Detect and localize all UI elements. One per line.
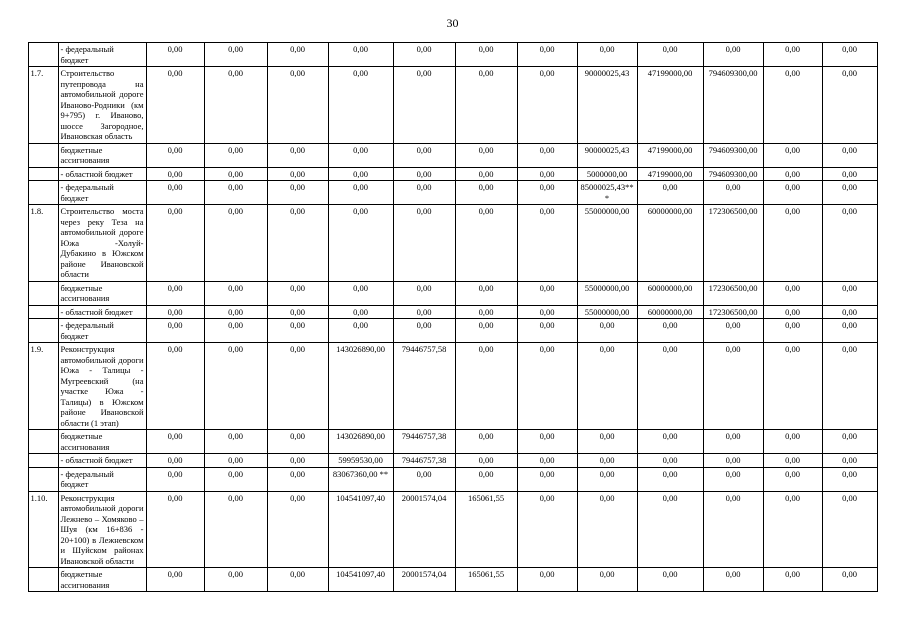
- value-cell: 79446757,38: [393, 430, 455, 454]
- value-cell: 0,00: [455, 319, 517, 343]
- table-row: [28, 319, 877, 343]
- value-cell: 0,00: [763, 454, 822, 468]
- row-number: [28, 467, 58, 491]
- value-cell: 0,00: [577, 491, 637, 568]
- value-cell: 0,00: [204, 430, 267, 454]
- value-cell: 0,00: [146, 167, 204, 181]
- value-cell: 55000000,00: [577, 305, 637, 319]
- value-cell: 794609300,00: [703, 143, 763, 167]
- row-number: 1.10.: [28, 491, 58, 568]
- value-cell: 0,00: [393, 205, 455, 282]
- value-cell: 0,00: [204, 43, 267, 67]
- value-cell: 0,00: [822, 467, 877, 491]
- value-cell: 0,00: [455, 205, 517, 282]
- value-cell: 0,00: [267, 167, 328, 181]
- value-cell: 0,00: [267, 281, 328, 305]
- value-cell: 0,00: [146, 43, 204, 67]
- value-cell: 0,00: [204, 205, 267, 282]
- value-cell: 20001574,04: [393, 491, 455, 568]
- value-cell: 0,00: [267, 430, 328, 454]
- value-cell: 60000000,00: [637, 205, 703, 282]
- value-cell: 0,00: [267, 454, 328, 468]
- value-cell: 0,00: [146, 305, 204, 319]
- value-cell: 0,00: [204, 67, 267, 144]
- row-description: - областной бюджет: [58, 167, 146, 181]
- row-number: [28, 454, 58, 468]
- value-cell: 47199000,00: [637, 167, 703, 181]
- value-cell: 0,00: [517, 319, 577, 343]
- value-cell: 0,00: [822, 491, 877, 568]
- value-cell: 143026890,00: [328, 430, 393, 454]
- row-description: - федеральный бюджет: [58, 319, 146, 343]
- value-cell: 0,00: [328, 281, 393, 305]
- value-cell: 60000000,00: [637, 281, 703, 305]
- row-description: - федеральный бюджет: [58, 467, 146, 491]
- value-cell: 0,00: [763, 305, 822, 319]
- row-description: Строительство моста через реку Теза на автомобильной дороге Южа -Холуй-Дубакино в Южском районе Ивановской области: [58, 205, 146, 282]
- value-cell: 0,00: [822, 319, 877, 343]
- value-cell: 172306500,00: [703, 205, 763, 282]
- row-description: Реконструкция автомобильной дороги Южа - Талицы - Мугреевский (на участке Южа - Талицы) в Южском районе Ивановской области (1 этап): [58, 343, 146, 430]
- value-cell: 104541097,40: [328, 568, 393, 592]
- value-cell: 60000000,00: [637, 305, 703, 319]
- value-cell: 0,00: [822, 568, 877, 592]
- value-cell: 0,00: [455, 454, 517, 468]
- value-cell: 0,00: [455, 143, 517, 167]
- value-cell: 0,00: [517, 568, 577, 592]
- value-cell: 0,00: [822, 454, 877, 468]
- value-cell: 0,00: [267, 43, 328, 67]
- value-cell: 0,00: [517, 467, 577, 491]
- value-cell: 0,00: [637, 491, 703, 568]
- value-cell: 0,00: [637, 319, 703, 343]
- page-number: 30: [446, 16, 459, 30]
- value-cell: 0,00: [267, 181, 328, 205]
- value-cell: 0,00: [763, 181, 822, 205]
- value-cell: 0,00: [146, 205, 204, 282]
- budget-table: [28, 42, 878, 592]
- row-number: [28, 305, 58, 319]
- value-cell: 0,00: [267, 67, 328, 144]
- value-cell: 0,00: [267, 319, 328, 343]
- value-cell: 0,00: [763, 467, 822, 491]
- value-cell: 0,00: [146, 454, 204, 468]
- value-cell: 20001574,04: [393, 568, 455, 592]
- value-cell: 0,00: [517, 491, 577, 568]
- table-row: [28, 143, 877, 167]
- value-cell: 0,00: [146, 491, 204, 568]
- value-cell: 104541097,40: [328, 491, 393, 568]
- value-cell: 0,00: [267, 143, 328, 167]
- value-cell: 0,00: [517, 67, 577, 144]
- row-description: - федеральный бюджет: [58, 181, 146, 205]
- value-cell: 0,00: [393, 67, 455, 144]
- value-cell: 0,00: [455, 467, 517, 491]
- value-cell: 0,00: [204, 343, 267, 430]
- value-cell: 0,00: [328, 43, 393, 67]
- value-cell: 0,00: [517, 205, 577, 282]
- value-cell: 0,00: [328, 319, 393, 343]
- value-cell: 0,00: [822, 167, 877, 181]
- value-cell: 0,00: [822, 430, 877, 454]
- value-cell: 47199000,00: [637, 67, 703, 144]
- value-cell: 0,00: [637, 43, 703, 67]
- value-cell: 0,00: [204, 143, 267, 167]
- value-cell: 79446757,58: [393, 343, 455, 430]
- value-cell: 0,00: [204, 167, 267, 181]
- value-cell: 0,00: [577, 454, 637, 468]
- value-cell: 0,00: [146, 143, 204, 167]
- value-cell: 0,00: [146, 319, 204, 343]
- row-description: Строительство путепровода на автомобильной дороге Иваново-Родники (км 9+795) г. Иваново, шоссе Загородное, Ивановская область: [58, 67, 146, 144]
- value-cell: 0,00: [703, 343, 763, 430]
- value-cell: 0,00: [703, 319, 763, 343]
- value-cell: 0,00: [393, 167, 455, 181]
- value-cell: 0,00: [822, 281, 877, 305]
- value-cell: 0,00: [703, 454, 763, 468]
- row-description: бюджетные ассигнования: [58, 143, 146, 167]
- value-cell: 0,00: [763, 143, 822, 167]
- value-cell: 0,00: [328, 305, 393, 319]
- value-cell: 0,00: [204, 454, 267, 468]
- row-description: бюджетные ассигнования: [58, 430, 146, 454]
- value-cell: 0,00: [267, 467, 328, 491]
- value-cell: 0,00: [393, 281, 455, 305]
- value-cell: 0,00: [703, 430, 763, 454]
- value-cell: 0,00: [763, 205, 822, 282]
- value-cell: 0,00: [455, 167, 517, 181]
- value-cell: 0,00: [204, 305, 267, 319]
- value-cell: 794609300,00: [703, 167, 763, 181]
- value-cell: 0,00: [455, 343, 517, 430]
- value-cell: 0,00: [637, 430, 703, 454]
- value-cell: 90000025,43: [577, 67, 637, 144]
- value-cell: 0,00: [577, 467, 637, 491]
- value-cell: 55000000,00: [577, 281, 637, 305]
- value-cell: 0,00: [393, 181, 455, 205]
- value-cell: 0,00: [267, 343, 328, 430]
- value-cell: 0,00: [637, 568, 703, 592]
- table-row: [28, 343, 877, 430]
- row-number: 1.8.: [28, 205, 58, 282]
- value-cell: 0,00: [455, 281, 517, 305]
- value-cell: 0,00: [822, 181, 877, 205]
- value-cell: 0,00: [146, 467, 204, 491]
- value-cell: 0,00: [517, 454, 577, 468]
- value-cell: 165061,55: [455, 491, 517, 568]
- value-cell: 0,00: [763, 43, 822, 67]
- value-cell: 55000000,00: [577, 205, 637, 282]
- value-cell: 0,00: [204, 319, 267, 343]
- value-cell: 0,00: [763, 491, 822, 568]
- table-row: [28, 430, 877, 454]
- value-cell: 0,00: [763, 319, 822, 343]
- row-number: 1.9.: [28, 343, 58, 430]
- row-description: - федеральный бюджет: [58, 43, 146, 67]
- row-number: [28, 43, 58, 67]
- value-cell: 59959530,00: [328, 454, 393, 468]
- value-cell: 0,00: [637, 343, 703, 430]
- row-description: бюджетные ассигнования: [58, 281, 146, 305]
- value-cell: 0,00: [637, 181, 703, 205]
- row-number: [28, 181, 58, 205]
- value-cell: 0,00: [455, 305, 517, 319]
- value-cell: 0,00: [577, 568, 637, 592]
- value-cell: 0,00: [577, 430, 637, 454]
- value-cell: 0,00: [204, 181, 267, 205]
- value-cell: 0,00: [393, 305, 455, 319]
- row-number: [28, 143, 58, 167]
- table-row: [28, 67, 877, 144]
- value-cell: 0,00: [517, 430, 577, 454]
- table-row: [28, 167, 877, 181]
- value-cell: 172306500,00: [703, 305, 763, 319]
- value-cell: 0,00: [703, 568, 763, 592]
- value-cell: 0,00: [517, 305, 577, 319]
- value-cell: 0,00: [455, 430, 517, 454]
- value-cell: 0,00: [267, 568, 328, 592]
- row-description: Реконструкция автомобильной дороги Лежнево – Хомяково – Шуя (км 16+836 - 20+100) в Лежневском и Шуйском районах Ивановской области: [58, 491, 146, 568]
- value-cell: 79446757,38: [393, 454, 455, 468]
- row-number: [28, 319, 58, 343]
- row-number: [28, 430, 58, 454]
- value-cell: 794609300,00: [703, 67, 763, 144]
- value-cell: 0,00: [267, 491, 328, 568]
- value-cell: 0,00: [577, 43, 637, 67]
- value-cell: 0,00: [328, 205, 393, 282]
- row-description: - областной бюджет: [58, 454, 146, 468]
- row-description: бюджетные ассигнования: [58, 568, 146, 592]
- value-cell: 0,00: [146, 281, 204, 305]
- value-cell: 5000000,00: [577, 167, 637, 181]
- value-cell: 0,00: [393, 143, 455, 167]
- row-number: 1.7.: [28, 67, 58, 144]
- value-cell: 0,00: [146, 343, 204, 430]
- value-cell: 0,00: [517, 281, 577, 305]
- value-cell: 0,00: [204, 491, 267, 568]
- budget-table-body: [28, 43, 877, 592]
- value-cell: 47199000,00: [637, 143, 703, 167]
- value-cell: 0,00: [763, 430, 822, 454]
- value-cell: 0,00: [703, 43, 763, 67]
- value-cell: 0,00: [517, 167, 577, 181]
- value-cell: 0,00: [763, 568, 822, 592]
- value-cell: 0,00: [763, 343, 822, 430]
- row-number: [28, 568, 58, 592]
- value-cell: 0,00: [146, 67, 204, 144]
- value-cell: 0,00: [822, 343, 877, 430]
- value-cell: 0,00: [822, 205, 877, 282]
- value-cell: 0,00: [763, 67, 822, 144]
- value-cell: 0,00: [577, 343, 637, 430]
- value-cell: 0,00: [822, 305, 877, 319]
- value-cell: 0,00: [204, 467, 267, 491]
- row-number: [28, 281, 58, 305]
- value-cell: 165061,55: [455, 568, 517, 592]
- value-cell: 0,00: [517, 143, 577, 167]
- value-cell: 90000025,43: [577, 143, 637, 167]
- value-cell: 0,00: [204, 568, 267, 592]
- value-cell: 0,00: [517, 43, 577, 67]
- value-cell: 0,00: [517, 181, 577, 205]
- value-cell: 0,00: [763, 281, 822, 305]
- value-cell: 0,00: [822, 67, 877, 144]
- value-cell: 0,00: [763, 167, 822, 181]
- value-cell: 0,00: [146, 430, 204, 454]
- value-cell: 0,00: [267, 305, 328, 319]
- value-cell: 0,00: [328, 181, 393, 205]
- value-cell: 0,00: [328, 143, 393, 167]
- value-cell: 0,00: [393, 319, 455, 343]
- value-cell: 0,00: [822, 43, 877, 67]
- value-cell: 83067360,00 **: [328, 467, 393, 491]
- table-row: [28, 305, 877, 319]
- table-row: [28, 281, 877, 305]
- value-cell: 0,00: [455, 181, 517, 205]
- table-row: [28, 181, 877, 205]
- value-cell: 172306500,00: [703, 281, 763, 305]
- table-row: [28, 467, 877, 491]
- value-cell: 0,00: [703, 467, 763, 491]
- value-cell: 0,00: [822, 143, 877, 167]
- table-row: [28, 568, 877, 592]
- value-cell: 0,00: [393, 43, 455, 67]
- value-cell: 0,00: [703, 491, 763, 568]
- value-cell: 0,00: [146, 181, 204, 205]
- table-row: [28, 43, 877, 67]
- value-cell: 143026890,00: [328, 343, 393, 430]
- value-cell: 0,00: [146, 568, 204, 592]
- value-cell: 0,00: [393, 467, 455, 491]
- value-cell: 0,00: [703, 181, 763, 205]
- table-row: [28, 454, 877, 468]
- table-row: [28, 205, 877, 282]
- value-cell: 0,00: [204, 281, 267, 305]
- value-cell: 0,00: [328, 167, 393, 181]
- row-description: - областной бюджет: [58, 305, 146, 319]
- value-cell: 0,00: [328, 67, 393, 144]
- value-cell: 0,00: [517, 343, 577, 430]
- value-cell: 0,00: [455, 67, 517, 144]
- value-cell: 85000025,43***: [577, 181, 637, 205]
- value-cell: 0,00: [455, 43, 517, 67]
- value-cell: 0,00: [577, 319, 637, 343]
- row-number: [28, 167, 58, 181]
- value-cell: 0,00: [637, 467, 703, 491]
- value-cell: 0,00: [637, 454, 703, 468]
- table-row: [28, 491, 877, 568]
- value-cell: 0,00: [267, 205, 328, 282]
